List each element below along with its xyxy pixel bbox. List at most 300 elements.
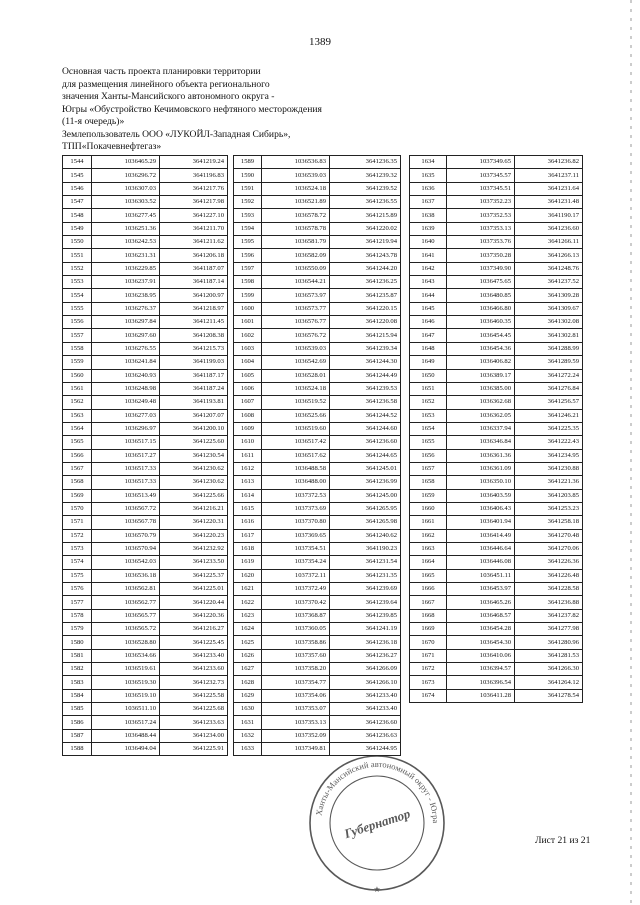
x-coordinate: 1036361.36 bbox=[447, 449, 515, 462]
x-coordinate: 1036534.66 bbox=[92, 649, 160, 662]
point-number: 1668 bbox=[410, 609, 447, 622]
x-coordinate: 1036362.68 bbox=[447, 396, 515, 409]
x-coordinate: 1037360.05 bbox=[262, 623, 330, 636]
x-coordinate: 1037350.28 bbox=[447, 249, 515, 262]
x-coordinate: 1036519.10 bbox=[92, 689, 160, 702]
x-coordinate: 1036513.49 bbox=[92, 489, 160, 502]
table-row bbox=[410, 476, 583, 489]
table-row bbox=[63, 649, 228, 662]
point-number: 1607 bbox=[234, 396, 262, 409]
table-row bbox=[63, 409, 228, 422]
table-row bbox=[234, 649, 401, 662]
x-coordinate: 1036480.85 bbox=[447, 289, 515, 302]
point-number: 1592 bbox=[234, 196, 262, 209]
x-coordinate: 1037354.24 bbox=[262, 556, 330, 569]
point-number: 1571 bbox=[63, 516, 92, 529]
point-number: 1579 bbox=[63, 623, 92, 636]
y-coordinate: 3641265.95 bbox=[330, 502, 401, 515]
point-number: 1636 bbox=[410, 182, 447, 195]
y-coordinate: 3641187.14 bbox=[160, 276, 228, 289]
table-row bbox=[410, 689, 583, 702]
table-row bbox=[410, 569, 583, 582]
table-row bbox=[410, 222, 583, 235]
x-coordinate: 1036542.69 bbox=[262, 356, 330, 369]
point-number: 1591 bbox=[234, 182, 262, 195]
page-number: 1389 bbox=[309, 36, 331, 48]
table-row bbox=[63, 583, 228, 596]
table-row bbox=[63, 356, 228, 369]
table-row bbox=[234, 356, 401, 369]
table-row bbox=[234, 596, 401, 609]
y-coordinate: 3641225.91 bbox=[160, 743, 228, 756]
y-coordinate: 3641239.34 bbox=[330, 342, 401, 355]
x-coordinate: 1036468.57 bbox=[447, 609, 515, 622]
y-coordinate: 3641245.00 bbox=[330, 489, 401, 502]
x-coordinate: 1036394.57 bbox=[447, 663, 515, 676]
x-coordinate: 1037354.77 bbox=[262, 676, 330, 689]
x-coordinate: 1036488.58 bbox=[262, 462, 330, 475]
table-row bbox=[234, 542, 401, 555]
point-number: 1652 bbox=[410, 396, 447, 409]
point-number: 1635 bbox=[410, 169, 447, 182]
x-coordinate: 1036570.79 bbox=[92, 529, 160, 542]
y-coordinate: 3641272.24 bbox=[515, 369, 583, 382]
x-coordinate: 1036276.37 bbox=[92, 302, 160, 315]
y-coordinate: 3641302.81 bbox=[515, 329, 583, 342]
y-coordinate: 3641239.32 bbox=[330, 169, 401, 182]
x-coordinate: 1036307.03 bbox=[92, 182, 160, 195]
x-coordinate: 1036578.78 bbox=[262, 222, 330, 235]
y-coordinate: 3641220.02 bbox=[330, 222, 401, 235]
x-coordinate: 1036539.03 bbox=[262, 169, 330, 182]
x-coordinate: 1036296.97 bbox=[92, 422, 160, 435]
table-row bbox=[63, 396, 228, 409]
table-row bbox=[234, 249, 401, 262]
point-number: 1614 bbox=[234, 489, 262, 502]
point-number: 1581 bbox=[63, 649, 92, 662]
table-row bbox=[410, 596, 583, 609]
x-coordinate: 1036542.03 bbox=[92, 556, 160, 569]
y-coordinate: 3641220.44 bbox=[160, 596, 228, 609]
y-coordinate: 3641231.64 bbox=[515, 182, 583, 195]
title-line: Землепользователь ООО «ЛУКОЙЛ-Западная Сибирь», bbox=[62, 128, 291, 140]
y-coordinate: 3641231.35 bbox=[330, 569, 401, 582]
table-row bbox=[234, 436, 401, 449]
point-number: 1613 bbox=[234, 476, 262, 489]
x-coordinate: 1036231.31 bbox=[92, 249, 160, 262]
table-row bbox=[63, 182, 228, 195]
x-coordinate: 1036385.00 bbox=[447, 382, 515, 395]
table-row bbox=[234, 409, 401, 422]
table-row bbox=[63, 382, 228, 395]
point-number: 1674 bbox=[410, 689, 447, 702]
table-row bbox=[63, 369, 228, 382]
x-coordinate: 1036517.33 bbox=[92, 476, 160, 489]
x-coordinate: 1036303.52 bbox=[92, 196, 160, 209]
x-coordinate: 1036411.28 bbox=[447, 689, 515, 702]
y-coordinate: 3641225.68 bbox=[160, 703, 228, 716]
x-coordinate: 1036488.00 bbox=[262, 476, 330, 489]
table-row bbox=[234, 289, 401, 302]
table-row bbox=[63, 556, 228, 569]
coordinates-table-1 bbox=[62, 155, 228, 756]
y-coordinate: 3641280.96 bbox=[515, 636, 583, 649]
y-coordinate: 3641234.00 bbox=[160, 729, 228, 742]
table-row bbox=[63, 676, 228, 689]
x-coordinate: 1036248.98 bbox=[92, 382, 160, 395]
table-row bbox=[410, 583, 583, 596]
y-coordinate: 3641237.52 bbox=[515, 276, 583, 289]
point-number: 1562 bbox=[63, 396, 92, 409]
x-coordinate: 1036451.11 bbox=[447, 569, 515, 582]
point-number: 1638 bbox=[410, 209, 447, 222]
title-line: Основная часть проекта планировки территории bbox=[62, 66, 261, 77]
x-coordinate: 1036350.10 bbox=[447, 476, 515, 489]
point-number: 1618 bbox=[234, 542, 262, 555]
x-coordinate: 1036511.10 bbox=[92, 703, 160, 716]
table-row bbox=[63, 169, 228, 182]
point-number: 1639 bbox=[410, 222, 447, 235]
y-coordinate: 3641233.63 bbox=[160, 716, 228, 729]
y-coordinate: 3641220.23 bbox=[160, 529, 228, 542]
point-number: 1596 bbox=[234, 249, 262, 262]
point-number: 1661 bbox=[410, 516, 447, 529]
y-coordinate: 3641187.07 bbox=[160, 262, 228, 275]
table-row bbox=[234, 342, 401, 355]
table-row bbox=[63, 542, 228, 555]
table-row bbox=[234, 569, 401, 582]
table-row bbox=[410, 436, 583, 449]
point-number: 1655 bbox=[410, 436, 447, 449]
table-row bbox=[63, 302, 228, 315]
y-coordinate: 3641225.66 bbox=[160, 489, 228, 502]
y-coordinate: 3641236.60 bbox=[330, 436, 401, 449]
y-coordinate: 3641241.19 bbox=[330, 623, 401, 636]
seal-ring-text: Ханты-Мансийский автономный округ - Югра bbox=[313, 758, 442, 824]
x-coordinate: 1036296.72 bbox=[92, 169, 160, 182]
point-number: 1578 bbox=[63, 609, 92, 622]
y-coordinate: 3641236.99 bbox=[330, 476, 401, 489]
point-number: 1647 bbox=[410, 329, 447, 342]
table-row bbox=[234, 676, 401, 689]
table-row bbox=[234, 703, 401, 716]
y-coordinate: 3641309.67 bbox=[515, 302, 583, 315]
point-number: 1582 bbox=[63, 663, 92, 676]
table-row bbox=[410, 209, 583, 222]
y-coordinate: 3641266.13 bbox=[515, 249, 583, 262]
x-coordinate: 1036466.80 bbox=[447, 302, 515, 315]
x-coordinate: 1036276.55 bbox=[92, 342, 160, 355]
point-number: 1645 bbox=[410, 302, 447, 315]
point-number: 1625 bbox=[234, 636, 262, 649]
y-coordinate: 3641244.65 bbox=[330, 449, 401, 462]
table-row bbox=[234, 636, 401, 649]
x-coordinate: 1036297.84 bbox=[92, 316, 160, 329]
point-number: 1637 bbox=[410, 196, 447, 209]
point-number: 1673 bbox=[410, 676, 447, 689]
x-coordinate: 1036403.59 bbox=[447, 489, 515, 502]
y-coordinate: 3641232.73 bbox=[160, 676, 228, 689]
x-coordinate: 1036242.53 bbox=[92, 236, 160, 249]
x-coordinate: 1036406.43 bbox=[447, 502, 515, 515]
point-number: 1666 bbox=[410, 583, 447, 596]
coordinates-table-3 bbox=[409, 155, 583, 703]
y-coordinate: 3641222.43 bbox=[515, 436, 583, 449]
point-number: 1550 bbox=[63, 236, 92, 249]
point-number: 1564 bbox=[63, 422, 92, 435]
point-number: 1547 bbox=[63, 196, 92, 209]
y-coordinate: 3641239.85 bbox=[330, 609, 401, 622]
x-coordinate: 1036524.18 bbox=[262, 382, 330, 395]
y-coordinate: 3641244.60 bbox=[330, 422, 401, 435]
table-row bbox=[63, 489, 228, 502]
table-row bbox=[410, 236, 583, 249]
x-coordinate: 1037352.09 bbox=[262, 729, 330, 742]
y-coordinate: 3641236.60 bbox=[515, 222, 583, 235]
x-coordinate: 1036406.82 bbox=[447, 356, 515, 369]
x-coordinate: 1036544.21 bbox=[262, 276, 330, 289]
y-coordinate: 3641216.27 bbox=[160, 623, 228, 636]
point-number: 1643 bbox=[410, 276, 447, 289]
y-coordinate: 3641211.70 bbox=[160, 222, 228, 235]
y-coordinate: 3641235.87 bbox=[330, 289, 401, 302]
point-number: 1560 bbox=[63, 369, 92, 382]
table-row bbox=[63, 663, 228, 676]
point-number: 1630 bbox=[234, 703, 262, 716]
point-number: 1622 bbox=[234, 596, 262, 609]
y-coordinate: 3641225.37 bbox=[160, 569, 228, 582]
x-coordinate: 1036241.84 bbox=[92, 356, 160, 369]
point-number: 1577 bbox=[63, 596, 92, 609]
x-coordinate: 1037353.07 bbox=[262, 703, 330, 716]
x-coordinate: 1037345.57 bbox=[447, 169, 515, 182]
point-number: 1586 bbox=[63, 716, 92, 729]
table-row bbox=[63, 262, 228, 275]
table-row bbox=[410, 289, 583, 302]
y-coordinate: 3641234.95 bbox=[515, 449, 583, 462]
y-coordinate: 3641217.98 bbox=[160, 196, 228, 209]
table-row bbox=[410, 649, 583, 662]
point-number: 1617 bbox=[234, 529, 262, 542]
x-coordinate: 1036524.18 bbox=[262, 182, 330, 195]
title-line: (11-я очередь)» bbox=[62, 116, 125, 127]
table-row bbox=[410, 169, 583, 182]
table-row bbox=[410, 156, 583, 169]
x-coordinate: 1036277.45 bbox=[92, 209, 160, 222]
point-number: 1548 bbox=[63, 209, 92, 222]
table-row bbox=[410, 609, 583, 622]
x-coordinate: 1036454.30 bbox=[447, 636, 515, 649]
table-row bbox=[234, 182, 401, 195]
point-number: 1669 bbox=[410, 623, 447, 636]
x-coordinate: 1036454.36 bbox=[447, 342, 515, 355]
title-line: ТПП«Покачевнефтегаз» bbox=[62, 141, 162, 152]
x-coordinate: 1036517.62 bbox=[262, 449, 330, 462]
x-coordinate: 1037354.06 bbox=[262, 689, 330, 702]
x-coordinate: 1037358.20 bbox=[262, 663, 330, 676]
x-coordinate: 1036528.80 bbox=[92, 636, 160, 649]
table-row bbox=[234, 276, 401, 289]
y-coordinate: 3641220.08 bbox=[330, 316, 401, 329]
table-row bbox=[234, 689, 401, 702]
x-coordinate: 1036562.81 bbox=[92, 583, 160, 596]
point-number: 1545 bbox=[63, 169, 92, 182]
point-number: 1651 bbox=[410, 382, 447, 395]
point-number: 1623 bbox=[234, 609, 262, 622]
table-row bbox=[410, 489, 583, 502]
x-coordinate: 1036410.06 bbox=[447, 649, 515, 662]
y-coordinate: 3641266.10 bbox=[330, 676, 401, 689]
table-row bbox=[63, 156, 228, 169]
y-coordinate: 3641236.25 bbox=[330, 276, 401, 289]
page-edge-shadow bbox=[630, 0, 632, 905]
table-row bbox=[234, 729, 401, 742]
x-coordinate: 1036581.79 bbox=[262, 236, 330, 249]
x-coordinate: 1036494.04 bbox=[92, 743, 160, 756]
x-coordinate: 1036414.49 bbox=[447, 529, 515, 542]
x-coordinate: 1036517.15 bbox=[92, 436, 160, 449]
x-coordinate: 1037353.13 bbox=[262, 716, 330, 729]
table-row bbox=[410, 182, 583, 195]
point-number: 1657 bbox=[410, 462, 447, 475]
x-coordinate: 1036475.65 bbox=[447, 276, 515, 289]
x-coordinate: 1036567.78 bbox=[92, 516, 160, 529]
y-coordinate: 3641230.54 bbox=[160, 449, 228, 462]
y-coordinate: 3641215.94 bbox=[330, 329, 401, 342]
y-coordinate: 3641220.31 bbox=[160, 516, 228, 529]
x-coordinate: 1037345.51 bbox=[447, 182, 515, 195]
point-number: 1605 bbox=[234, 369, 262, 382]
x-coordinate: 1036539.03 bbox=[262, 342, 330, 355]
x-coordinate: 1037349.90 bbox=[447, 262, 515, 275]
x-coordinate: 1036573.77 bbox=[262, 302, 330, 315]
y-coordinate: 3641208.38 bbox=[160, 329, 228, 342]
point-number: 1599 bbox=[234, 289, 262, 302]
point-number: 1662 bbox=[410, 529, 447, 542]
y-coordinate: 3641266.30 bbox=[515, 663, 583, 676]
point-number: 1601 bbox=[234, 316, 262, 329]
point-number: 1604 bbox=[234, 356, 262, 369]
y-coordinate: 3641225.60 bbox=[160, 436, 228, 449]
point-number: 1546 bbox=[63, 182, 92, 195]
x-coordinate: 1036576.72 bbox=[262, 329, 330, 342]
table-row bbox=[410, 249, 583, 262]
coordinates-table-2 bbox=[233, 155, 401, 756]
y-coordinate: 3641244.49 bbox=[330, 369, 401, 382]
y-coordinate: 3641243.78 bbox=[330, 249, 401, 262]
table-row bbox=[410, 409, 583, 422]
x-coordinate: 1036519.30 bbox=[92, 676, 160, 689]
y-coordinate: 3641236.60 bbox=[330, 716, 401, 729]
point-number: 1667 bbox=[410, 596, 447, 609]
point-number: 1631 bbox=[234, 716, 262, 729]
y-coordinate: 3641215.73 bbox=[160, 342, 228, 355]
y-coordinate: 3641302.08 bbox=[515, 316, 583, 329]
y-coordinate: 3641230.62 bbox=[160, 476, 228, 489]
table-row bbox=[63, 476, 228, 489]
x-coordinate: 1037349.81 bbox=[262, 743, 330, 756]
point-number: 1640 bbox=[410, 236, 447, 249]
point-number: 1608 bbox=[234, 409, 262, 422]
y-coordinate: 3641226.36 bbox=[515, 556, 583, 569]
x-coordinate: 1036401.94 bbox=[447, 516, 515, 529]
table-row bbox=[63, 289, 228, 302]
point-number: 1573 bbox=[63, 542, 92, 555]
point-number: 1665 bbox=[410, 569, 447, 582]
x-coordinate: 1037372.49 bbox=[262, 583, 330, 596]
point-number: 1588 bbox=[63, 743, 92, 756]
point-number: 1576 bbox=[63, 583, 92, 596]
document-title bbox=[62, 66, 362, 154]
y-coordinate: 3641219.94 bbox=[330, 236, 401, 249]
point-number: 1566 bbox=[63, 449, 92, 462]
y-coordinate: 3641232.92 bbox=[160, 542, 228, 555]
table-row bbox=[234, 516, 401, 529]
table-row bbox=[234, 396, 401, 409]
table-row bbox=[63, 623, 228, 636]
x-coordinate: 1037370.80 bbox=[262, 516, 330, 529]
point-number: 1656 bbox=[410, 449, 447, 462]
y-coordinate: 3641309.28 bbox=[515, 289, 583, 302]
y-coordinate: 3641230.62 bbox=[160, 462, 228, 475]
y-coordinate: 3641217.76 bbox=[160, 182, 228, 195]
y-coordinate: 3641264.12 bbox=[515, 676, 583, 689]
point-number: 1648 bbox=[410, 342, 447, 355]
y-coordinate: 3641190.17 bbox=[515, 209, 583, 222]
x-coordinate: 1036337.94 bbox=[447, 422, 515, 435]
point-number: 1646 bbox=[410, 316, 447, 329]
table-row bbox=[410, 462, 583, 475]
point-number: 1615 bbox=[234, 502, 262, 515]
y-coordinate: 3641240.62 bbox=[330, 529, 401, 542]
y-coordinate: 3641193.81 bbox=[160, 396, 228, 409]
x-coordinate: 1036565.77 bbox=[92, 609, 160, 622]
point-number: 1672 bbox=[410, 663, 447, 676]
x-coordinate: 1036525.66 bbox=[262, 409, 330, 422]
x-coordinate: 1036251.36 bbox=[92, 222, 160, 235]
point-number: 1632 bbox=[234, 729, 262, 742]
y-coordinate: 3641231.54 bbox=[330, 556, 401, 569]
x-coordinate: 1036453.97 bbox=[447, 583, 515, 596]
x-coordinate: 1036277.03 bbox=[92, 409, 160, 422]
table-row bbox=[63, 329, 228, 342]
x-coordinate: 1036573.97 bbox=[262, 289, 330, 302]
y-coordinate: 3641239.52 bbox=[330, 182, 401, 195]
y-coordinate: 3641288.99 bbox=[515, 342, 583, 355]
point-number: 1555 bbox=[63, 302, 92, 315]
point-number: 1574 bbox=[63, 556, 92, 569]
point-number: 1556 bbox=[63, 316, 92, 329]
y-coordinate: 3641244.52 bbox=[330, 409, 401, 422]
table-row bbox=[410, 449, 583, 462]
x-coordinate: 1036229.85 bbox=[92, 262, 160, 275]
table-row bbox=[234, 222, 401, 235]
x-coordinate: 1036519.60 bbox=[262, 422, 330, 435]
x-coordinate: 1036238.95 bbox=[92, 289, 160, 302]
x-coordinate: 1036454.28 bbox=[447, 623, 515, 636]
x-coordinate: 1037373.69 bbox=[262, 502, 330, 515]
x-coordinate: 1036389.17 bbox=[447, 369, 515, 382]
x-coordinate: 1036446.64 bbox=[447, 542, 515, 555]
point-number: 1575 bbox=[63, 569, 92, 582]
table-row bbox=[234, 169, 401, 182]
table-row bbox=[410, 502, 583, 515]
y-coordinate: 3641211.45 bbox=[160, 316, 228, 329]
point-number: 1551 bbox=[63, 249, 92, 262]
table-row bbox=[63, 249, 228, 262]
y-coordinate: 3641225.58 bbox=[160, 689, 228, 702]
table-row bbox=[410, 529, 583, 542]
